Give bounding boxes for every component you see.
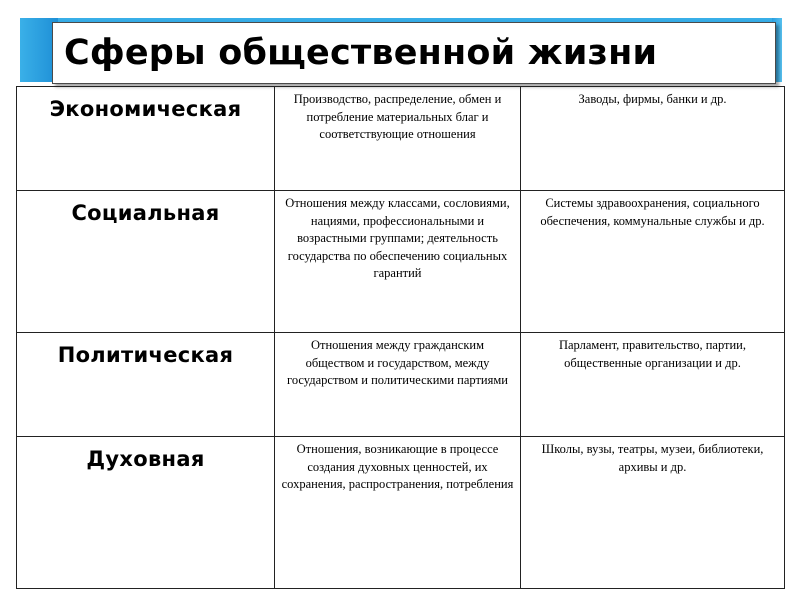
examples-cell (521, 191, 785, 333)
title-box (52, 22, 776, 84)
sphere-name: Социальная (71, 201, 220, 225)
sphere-cell (17, 333, 275, 437)
table-row (17, 437, 785, 589)
table-row (17, 333, 785, 437)
sphere-cell (17, 437, 275, 589)
description-cell (275, 87, 521, 191)
description-cell (275, 437, 521, 589)
sphere-examples: Школы, вузы, театры, музеи, библиотеки, архивы и др. (541, 442, 764, 474)
sphere-cell (17, 87, 275, 191)
spheres-table (16, 86, 785, 589)
sphere-examples: Системы здравоохранения, социального обеспечения, коммунальные службы и др. (540, 196, 765, 228)
sphere-name: Духовная (86, 447, 205, 471)
sphere-examples: Парламент, правительство, партии, общественные организации и др. (558, 338, 746, 370)
sphere-description: Отношения между гражданским обществом и государством, между государством и политическими партиями (287, 338, 508, 387)
examples-cell (521, 437, 785, 589)
examples-cell (521, 87, 785, 191)
sphere-name: Экономическая (49, 97, 242, 121)
sphere-description: Производство, распределение, обмен и потребление материальных благ и соответствующие отношения (293, 92, 502, 141)
sphere-name: Политическая (57, 343, 234, 367)
description-cell (275, 333, 521, 437)
description-cell (275, 191, 521, 333)
sphere-cell (17, 191, 275, 333)
examples-cell (521, 333, 785, 437)
page-title: Сферы общественной жизни (64, 33, 658, 73)
table-row (17, 87, 785, 191)
sphere-examples: Заводы, фирмы, банки и др. (578, 92, 727, 106)
sphere-description: Отношения, возникающие в процессе создания духовных ценностей, их сохранения, распространения, потребления (281, 442, 514, 491)
table-row (17, 191, 785, 333)
sphere-description: Отношения между классами, сословиями, нациями, профессиональными и возрастными группами; деятельность государства по обеспечению социальных гарантий (285, 196, 510, 280)
